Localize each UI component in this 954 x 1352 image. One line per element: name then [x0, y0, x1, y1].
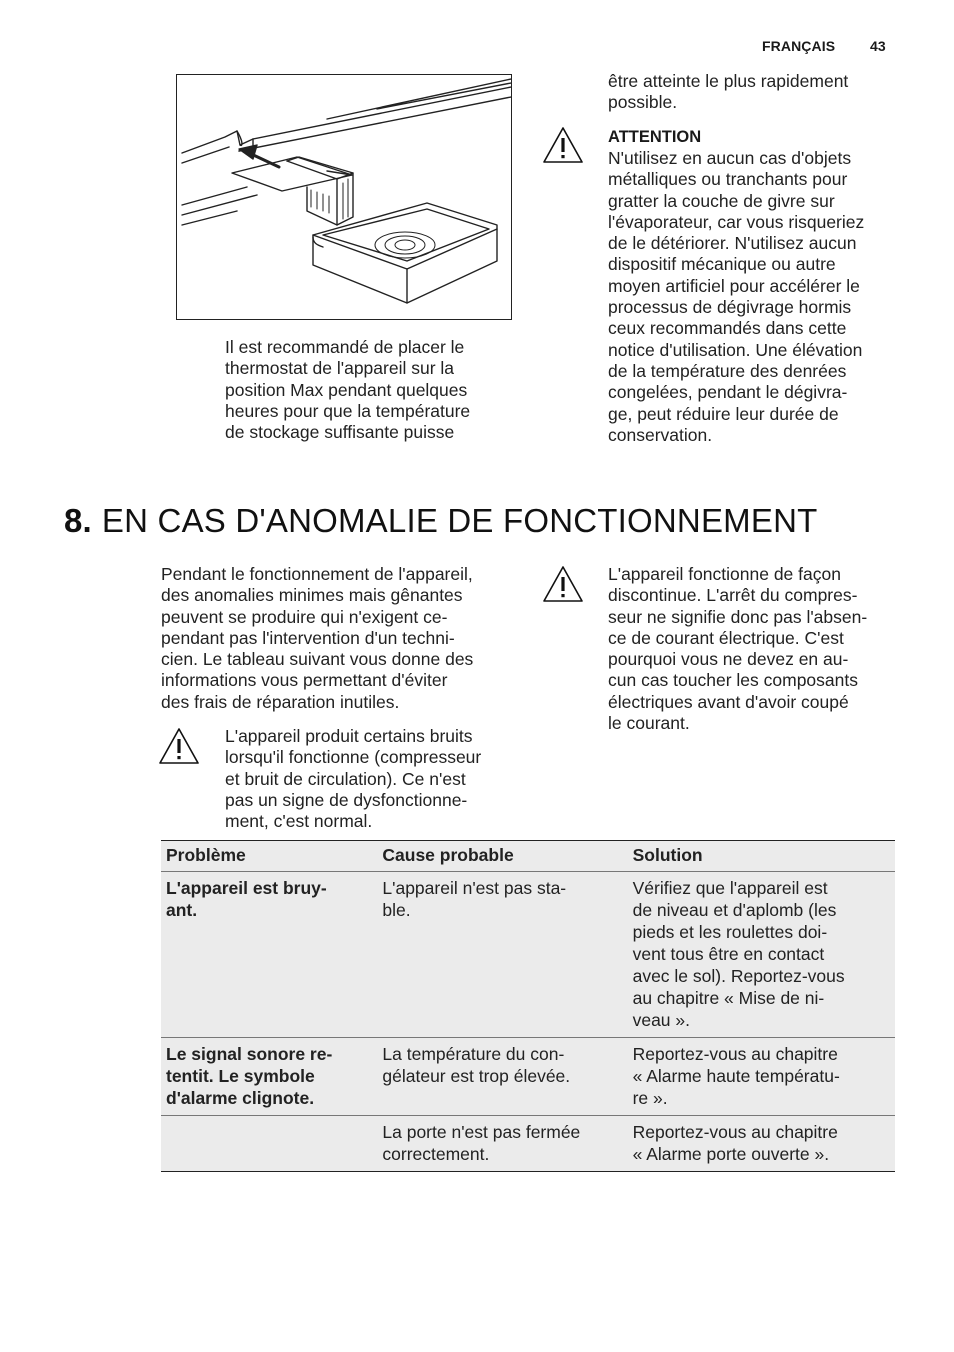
section-intro-text: Pendant le fonctionnement de l'appareil, des anomalies minimes mais gênantes peuvent se produire qui n'exigent ce- pendant pas l'intervention d'un techni- cien. Le tableau suivant vous donne des informations vous permettant d'éviter des frais de réparation inutiles. [161, 564, 474, 712]
table-row [161, 872, 895, 1038]
column-header-solution: Solution [628, 841, 895, 872]
table-row [161, 1116, 895, 1172]
header-language: FRANÇAIS [762, 38, 836, 54]
warning-triangle-icon [542, 565, 584, 603]
cell-cause: L'appareil n'est pas sta- ble. [377, 872, 627, 1038]
attention-title: ATTENTION [608, 128, 702, 146]
cell-cause: La porte n'est pas fermée correctement. [377, 1116, 627, 1172]
table-header-row [161, 841, 895, 872]
cell-cause: La température du con- gélateur est trop élevée. [377, 1038, 627, 1116]
continued-text: être atteinte le plus rapidement possible. [608, 71, 849, 113]
section-number: 8. [64, 502, 92, 539]
attention-text: N'utilisez en aucun cas d'objets métalliques ou tranchants pour gratter la couche de givre sur l'évaporateur, car vous risqueriez de le détériorer. N'utilisez aucun dispositif mécanique ou autre moyen artificiel pour accélérer le processus de dégivrage hormis ceux recommandés dans cette notice d'utilisation. Une élévation de la température des denrées congelées, pendant le dégivra- ge, peut réduire leur durée de conservation. [608, 148, 865, 445]
table-row [161, 1038, 895, 1116]
cell-solution: Vérifiez que l'appareil est de niveau et d'aplomb (les pieds et les roulettes doi- vent tous être en contact avec le sol). Reportez-vous au chapitre « Mise de ni- veau ». [628, 872, 895, 1038]
page-number: 43 [870, 38, 886, 54]
section-title-text: EN CAS D'ANOMALIE DE FONCTIONNEMENT [101, 502, 818, 539]
warning-power-text: L'appareil fonctionne de façon discontinue. L'arrêt du compres- seur ne signifie donc pas l'absen- ce de courant électrique. C'est pourquoi vous ne devez en au- cun cas toucher les composants électriques avant d'avoir coupé le courant. [608, 564, 868, 734]
thermostat-instruction-text: Il est recommandé de placer le thermostat de l'appareil sur la position Max pendant quelques heures pour que la température de stockage suffisante puisse [225, 337, 471, 443]
warning-noise-text: L'appareil produit certains bruits lorsqu'il fonctionne (compresseur et bruit de circulation). Ce n'est pas un signe de dysfonctionne- ment, c'est normal. [225, 726, 482, 832]
column-header-problem: Problème [161, 841, 377, 872]
cell-solution: Reportez-vous au chapitre « Alarme porte ouverte ». [628, 1116, 895, 1172]
troubleshooting-table [161, 840, 895, 1172]
cell-problem [161, 1116, 377, 1172]
evaporator-drain-illustration [176, 74, 512, 320]
cell-problem: Le signal sonore re- tentit. Le symbole d'alarme clignote. [161, 1038, 377, 1116]
column-header-cause: Cause probable [377, 841, 627, 872]
warning-triangle-icon [542, 126, 584, 164]
cell-problem: L'appareil est bruy- ant. [161, 872, 377, 1038]
cell-solution: Reportez-vous au chapitre « Alarme haute températu- re ». [628, 1038, 895, 1116]
section-title [64, 502, 817, 540]
warning-triangle-icon [158, 727, 200, 765]
